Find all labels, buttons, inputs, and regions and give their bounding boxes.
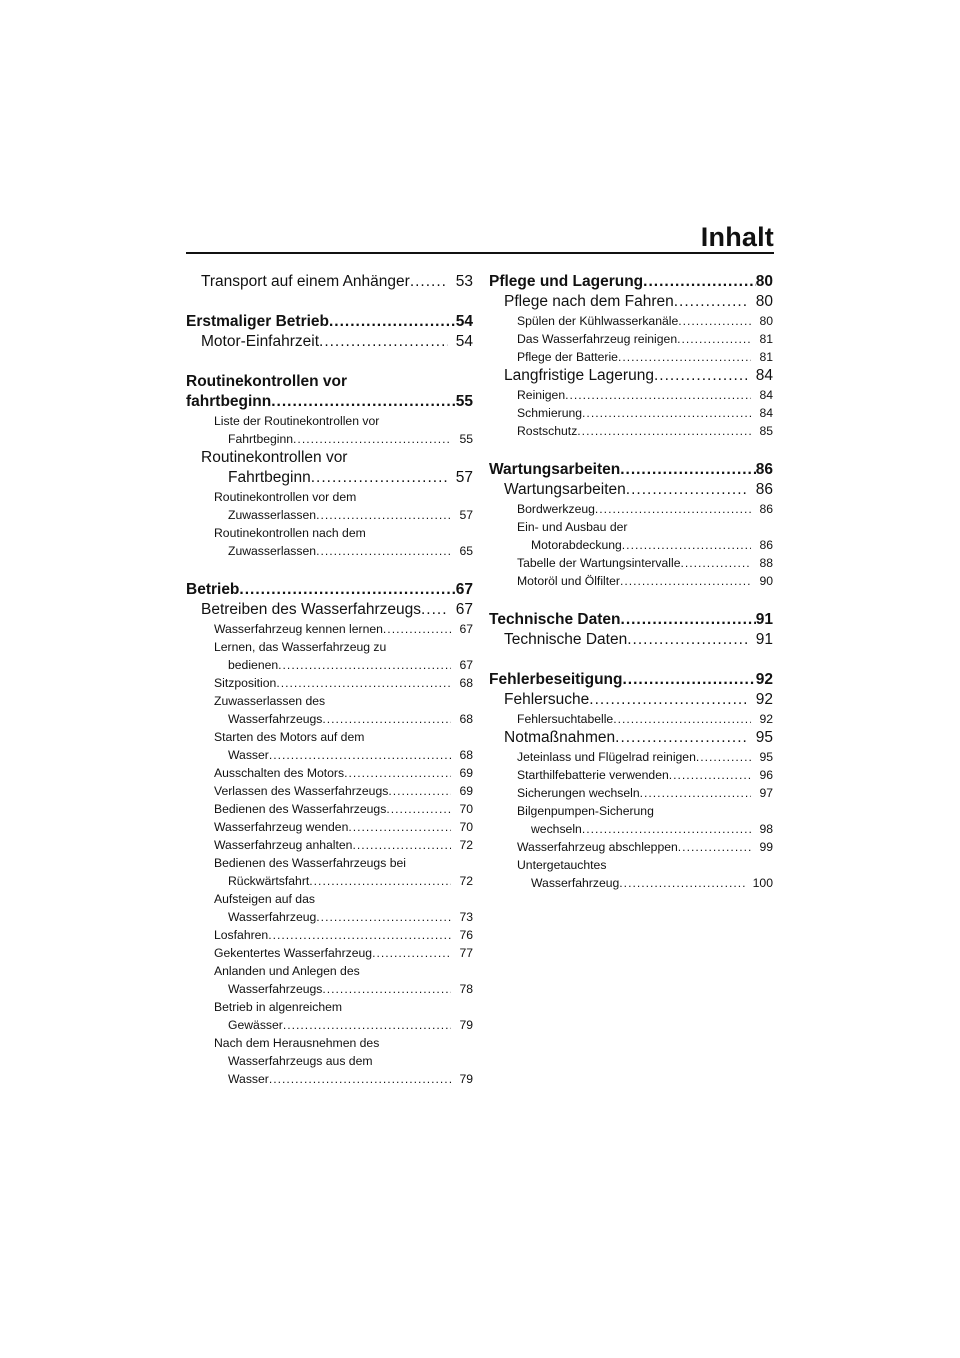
toc-entry-text: Pflege nach dem Fahren — [504, 293, 674, 310]
toc-entry-text: Betrieb — [186, 581, 240, 598]
dot-leader — [589, 690, 747, 710]
toc-entry[interactable] — [489, 312, 773, 330]
toc-page-number: 78 — [459, 982, 473, 996]
dot-leader — [348, 818, 451, 836]
toc-entry-text: Fehlersuchtabelle — [517, 712, 614, 726]
dot-leader — [696, 748, 752, 766]
dot-leader — [621, 610, 756, 630]
dot-leader — [622, 536, 752, 554]
toc-entry-text: Fehlersuche — [504, 691, 590, 708]
toc-entry-text: Wasser — [228, 748, 269, 762]
toc-page-number: 67 — [459, 658, 473, 672]
toc-entry[interactable] — [489, 292, 773, 312]
toc-page-number: 99 — [759, 840, 773, 854]
toc-entry-text: Fahrtbeginn — [228, 469, 311, 486]
dot-leader — [421, 600, 448, 620]
dot-leader — [654, 366, 748, 386]
toc-entry-line[interactable]: Ein- und Ausbau der — [517, 520, 628, 534]
toc-column-right — [489, 272, 773, 892]
toc-entry-text: Spülen der Kühlwasserkanäle — [517, 314, 679, 328]
toc-entry[interactable] — [186, 542, 473, 560]
dot-leader — [623, 670, 756, 690]
toc-entry[interactable] — [186, 600, 473, 620]
toc-page-number: 90 — [759, 574, 773, 588]
toc-entry-text: Wasserfahrzeug abschleppen — [517, 840, 678, 854]
toc-page-number: 97 — [759, 786, 773, 800]
toc-entry-text: Rückwärtsfahrt — [228, 874, 310, 888]
toc-entry-text: Wasserfahrzeugs — [228, 982, 323, 996]
title-rule — [186, 252, 774, 254]
dot-leader — [618, 348, 751, 366]
toc-entry[interactable] — [489, 348, 773, 366]
dot-leader — [316, 506, 451, 524]
dot-leader — [620, 572, 751, 590]
dot-leader — [627, 630, 748, 650]
toc-page-number: 98 — [759, 822, 773, 836]
toc-entry-text: Sitzposition — [214, 676, 277, 690]
toc-section-heading[interactable] — [489, 460, 773, 480]
toc-entry[interactable] — [489, 366, 773, 386]
dot-leader — [271, 392, 456, 412]
toc-entry-text: bedienen — [228, 658, 279, 672]
toc-page-number: 86 — [759, 538, 773, 552]
dot-leader — [678, 312, 751, 330]
dot-leader — [352, 836, 451, 854]
toc-entry-text: Wasserfahrzeug anhalten — [214, 838, 353, 852]
dot-leader — [268, 926, 451, 944]
toc-entry[interactable] — [186, 908, 473, 926]
toc-page-number: 81 — [759, 332, 773, 346]
toc-page-number: 69 — [459, 766, 473, 780]
toc-entry-text: Losfahren — [214, 928, 269, 942]
toc-entry[interactable] — [186, 1016, 473, 1034]
toc-page-number: 67 — [455, 601, 473, 618]
toc-entry[interactable] — [186, 272, 473, 292]
dot-leader — [595, 500, 752, 518]
toc-entry[interactable] — [489, 404, 773, 422]
toc-entry[interactable] — [186, 944, 473, 962]
toc-entry[interactable] — [489, 838, 773, 856]
toc-page-number: 80 — [755, 273, 773, 290]
toc-entry-text: Langfristige Lagerung — [504, 367, 654, 384]
toc-page-number: 96 — [759, 768, 773, 782]
dot-leader — [577, 422, 751, 440]
toc-page-number: 57 — [455, 469, 473, 486]
toc-entry[interactable] — [186, 746, 473, 764]
toc-entry[interactable] — [186, 710, 473, 728]
toc-page-number: 65 — [459, 544, 473, 558]
toc-entry-text: Wasser — [228, 1072, 269, 1086]
dot-leader — [239, 580, 455, 600]
dot-leader — [613, 710, 751, 728]
toc-section-heading-line[interactable]: Routinekontrollen vor — [186, 373, 348, 390]
dot-leader — [674, 292, 748, 312]
toc-entry-text: Motor-Einfahrzeit — [201, 333, 320, 350]
dot-leader — [615, 728, 748, 748]
toc-entry-line[interactable]: Zuwasserlassen des — [214, 694, 326, 708]
toc-page-number: 54 — [455, 313, 473, 330]
toc-entry-text: Gewässer — [228, 1018, 283, 1032]
dot-leader — [640, 784, 752, 802]
toc-entry[interactable] — [489, 554, 773, 572]
toc-entry-line[interactable]: Routinekontrollen vor dem — [214, 490, 357, 504]
dot-leader — [669, 766, 752, 784]
toc-page-number: 80 — [759, 314, 773, 328]
toc-entry[interactable] — [186, 656, 473, 674]
toc-entry[interactable] — [186, 872, 473, 890]
toc-entry-text: Wartungsarbeiten — [504, 481, 626, 498]
toc-entry-line[interactable]: Betrieb in algenreichem — [214, 1000, 343, 1014]
toc-entry-line[interactable]: Aufsteigen auf das — [214, 892, 315, 906]
toc-entry-text: Wasserfahrzeug — [228, 910, 317, 924]
toc-entry-text: Wartungsarbeiten — [489, 461, 621, 478]
dot-leader — [388, 782, 451, 800]
dot-leader — [311, 468, 448, 488]
toc-page-number: 53 — [455, 273, 473, 290]
dot-leader — [680, 554, 751, 572]
dot-leader — [565, 386, 751, 404]
toc-entry[interactable] — [186, 818, 473, 836]
dot-leader — [344, 764, 451, 782]
toc-entry-line[interactable]: Anlanden und Anlegen des — [214, 964, 360, 978]
toc-page-number: 79 — [459, 1072, 473, 1086]
toc-page-number: 91 — [755, 611, 773, 628]
dot-leader — [383, 620, 452, 638]
toc-entry-text: Bedienen des Wasserfahrzeugs — [214, 802, 387, 816]
toc-entry[interactable] — [186, 836, 473, 854]
toc-page-number: 77 — [459, 946, 473, 960]
dot-leader — [678, 838, 752, 856]
toc-entry-text: fahrtbeginn — [186, 393, 272, 410]
toc-entry[interactable] — [186, 800, 473, 818]
toc-entry-text: Wasserfahrzeug wenden — [214, 820, 349, 834]
toc-page-number: 72 — [459, 874, 473, 888]
toc-page-number: 84 — [759, 388, 773, 402]
dot-leader — [329, 312, 456, 332]
toc-entry-text: Wasserfahrzeugs — [228, 712, 323, 726]
toc-page-number: 76 — [459, 928, 473, 942]
toc-entry[interactable] — [489, 480, 773, 500]
toc-entry-line[interactable]: Nach dem Herausnehmen des — [214, 1036, 380, 1050]
dot-leader — [319, 332, 448, 352]
toc-page-number: 67 — [459, 622, 473, 636]
toc-entry[interactable] — [186, 468, 473, 488]
toc-page-number: 86 — [755, 461, 773, 478]
toc-entry[interactable] — [489, 572, 773, 590]
toc-entry-text: Motorabdeckung — [531, 538, 622, 552]
toc-entry[interactable] — [489, 630, 773, 650]
toc-page-number: 86 — [759, 502, 773, 516]
toc-entry-text: Tabelle der Wartungsintervalle — [517, 556, 681, 570]
toc-page-number: 91 — [755, 631, 773, 648]
toc-entry-text: Bordwerkzeug — [517, 502, 595, 516]
toc-entry-line[interactable]: Bedienen des Wasserfahrzeugs bei — [214, 856, 406, 870]
toc-section-heading[interactable] — [186, 312, 473, 332]
toc-page-number: 55 — [455, 393, 473, 410]
toc-page-number: 92 — [755, 691, 773, 708]
toc-entry-text: Fehlerbeseitigung — [489, 671, 623, 688]
toc-page-number: 95 — [759, 750, 773, 764]
toc-page-number: 69 — [459, 784, 473, 798]
toc-page-number: 67 — [455, 581, 473, 598]
toc-entry-text: Starthilfebatterie verwenden — [517, 768, 669, 782]
toc-page-number: 72 — [459, 838, 473, 852]
toc-section-heading[interactable] — [186, 392, 473, 412]
toc-page-number: 84 — [755, 367, 773, 384]
toc-page-number: 55 — [459, 432, 473, 446]
toc-entry-text: Wasserfahrzeug kennen lernen — [214, 622, 383, 636]
toc-page-number: 70 — [459, 802, 473, 816]
toc-entry-text: Zuwasserlassen — [228, 508, 317, 522]
toc-page-number: 73 — [459, 910, 473, 924]
toc-entry-text: Reinigen — [517, 388, 566, 402]
toc-entry-line[interactable]: Lernen, das Wasserfahrzeug zu — [214, 640, 387, 654]
toc-page-number: 84 — [759, 406, 773, 420]
toc-entry-text: Jeteinlass und Flügelrad reinigen — [517, 750, 696, 764]
toc-entry[interactable] — [489, 500, 773, 518]
toc-entry-line[interactable]: Untergetauchtes — [517, 858, 607, 872]
dot-leader — [410, 272, 448, 292]
toc-entry-text: Zuwasserlassen — [228, 544, 317, 558]
toc-entry-text: Gekentertes Wasserfahrzeug — [214, 946, 373, 960]
toc-entry-text: Schmierung — [517, 406, 583, 420]
dot-leader — [293, 430, 451, 448]
dot-leader — [386, 800, 451, 818]
toc-section-heading[interactable] — [186, 580, 473, 600]
toc-entry-text: Erstmaliger Betrieb — [186, 313, 329, 330]
toc-entry-text: Fahrtbeginn — [228, 432, 294, 446]
toc-entry[interactable] — [489, 874, 773, 892]
toc-entry-text: Pflege der Batterie — [517, 350, 618, 364]
toc-entry-text: Sicherungen wechseln — [517, 786, 640, 800]
toc-page-number: 88 — [759, 556, 773, 570]
toc-page-number: 70 — [459, 820, 473, 834]
toc-entry-text: Technische Daten — [504, 631, 628, 648]
dot-leader — [677, 330, 751, 348]
toc-entry-text: Das Wasserfahrzeug reinigen — [517, 332, 678, 346]
toc-entry[interactable] — [489, 820, 773, 838]
toc-page-number: 92 — [759, 712, 773, 726]
toc-page-number: 85 — [759, 424, 773, 438]
toc-section-heading[interactable] — [489, 272, 773, 292]
toc-entry-text: Betreiben des Wasserfahrzeugs — [201, 601, 421, 618]
dot-leader — [278, 656, 451, 674]
toc-entry[interactable] — [186, 332, 473, 352]
toc-column-left — [186, 272, 473, 1088]
toc-section-heading[interactable] — [489, 610, 773, 630]
toc-entry[interactable] — [489, 710, 773, 728]
toc-entry[interactable] — [186, 674, 473, 692]
toc-page-number: 54 — [455, 333, 473, 350]
toc-entry[interactable] — [489, 766, 773, 784]
dot-leader — [322, 710, 451, 728]
toc-section-heading[interactable] — [489, 670, 773, 690]
toc-entry-text: Motoröl und Ölfilter — [517, 574, 620, 588]
toc-entry[interactable] — [489, 422, 773, 440]
toc-entry[interactable] — [186, 506, 473, 524]
toc-entry-text: Transport auf einem Anhänger — [201, 273, 410, 290]
dot-leader — [643, 272, 756, 292]
dot-leader — [322, 980, 451, 998]
toc-entry-text: Ausschalten des Motors — [214, 766, 345, 780]
toc-page-number: 57 — [459, 508, 473, 522]
dot-leader — [372, 944, 451, 962]
toc-entry-line[interactable]: Routinekontrollen nach dem — [214, 526, 366, 540]
dot-leader — [276, 674, 451, 692]
toc-entry-text: Technische Daten — [489, 611, 621, 628]
dot-leader — [620, 460, 756, 480]
toc-entry[interactable] — [489, 386, 773, 404]
toc-entry-text: Pflege und Lagerung — [489, 273, 644, 290]
toc-entry-line[interactable]: Starten des Motors auf dem — [214, 730, 365, 744]
toc-page-number: 68 — [459, 748, 473, 762]
toc-page-number: 68 — [459, 676, 473, 690]
toc-page-number: 86 — [755, 481, 773, 498]
dot-leader — [626, 480, 748, 500]
toc-entry-text: Verlassen des Wasserfahrzeugs — [214, 784, 389, 798]
toc-entry[interactable] — [186, 926, 473, 944]
toc-entry[interactable] — [186, 782, 473, 800]
toc-entry-line[interactable]: Routinekontrollen vor — [201, 449, 348, 466]
toc-entry-line[interactable]: Wasserfahrzeugs aus dem — [228, 1054, 373, 1068]
toc-entry-text: Rostschutz — [517, 424, 578, 438]
toc-page-number: 100 — [752, 876, 773, 890]
toc-entry[interactable] — [186, 980, 473, 998]
dot-leader — [269, 746, 452, 764]
toc-page-number: 81 — [759, 350, 773, 364]
page-title: Inhalt — [700, 222, 774, 252]
dot-leader — [619, 874, 744, 892]
toc-entry-text: Notmaßnahmen — [504, 729, 616, 746]
toc-entry[interactable] — [186, 1070, 473, 1088]
toc-entry[interactable] — [186, 764, 473, 782]
toc-entry[interactable] — [186, 620, 473, 638]
toc-entry[interactable] — [489, 748, 773, 766]
dot-leader — [283, 1016, 452, 1034]
toc-page-number: 80 — [755, 293, 773, 310]
toc-entry[interactable] — [186, 430, 473, 448]
toc-page-number: 68 — [459, 712, 473, 726]
toc-page-number: 95 — [755, 729, 773, 746]
toc-entry-text: wechseln — [531, 822, 582, 836]
dot-leader — [582, 820, 752, 838]
toc-page-number: 79 — [459, 1018, 473, 1032]
toc-entry-line[interactable]: Bilgenpumpen-Sicherung — [517, 804, 654, 818]
toc-entry[interactable] — [489, 728, 773, 748]
toc-entry[interactable] — [489, 330, 773, 348]
dot-leader — [316, 542, 451, 560]
dot-leader — [309, 872, 451, 890]
dot-leader — [582, 404, 751, 422]
dot-leader — [316, 908, 451, 926]
dot-leader — [269, 1070, 452, 1088]
toc-entry[interactable] — [489, 784, 773, 802]
toc-entry[interactable] — [489, 536, 773, 554]
toc-page-number: 92 — [755, 671, 773, 688]
toc-entry-line[interactable]: Liste der Routinekontrollen vor — [214, 414, 380, 428]
toc-entry[interactable] — [489, 690, 773, 710]
toc-entry-text: Wasserfahrzeug — [531, 876, 620, 890]
